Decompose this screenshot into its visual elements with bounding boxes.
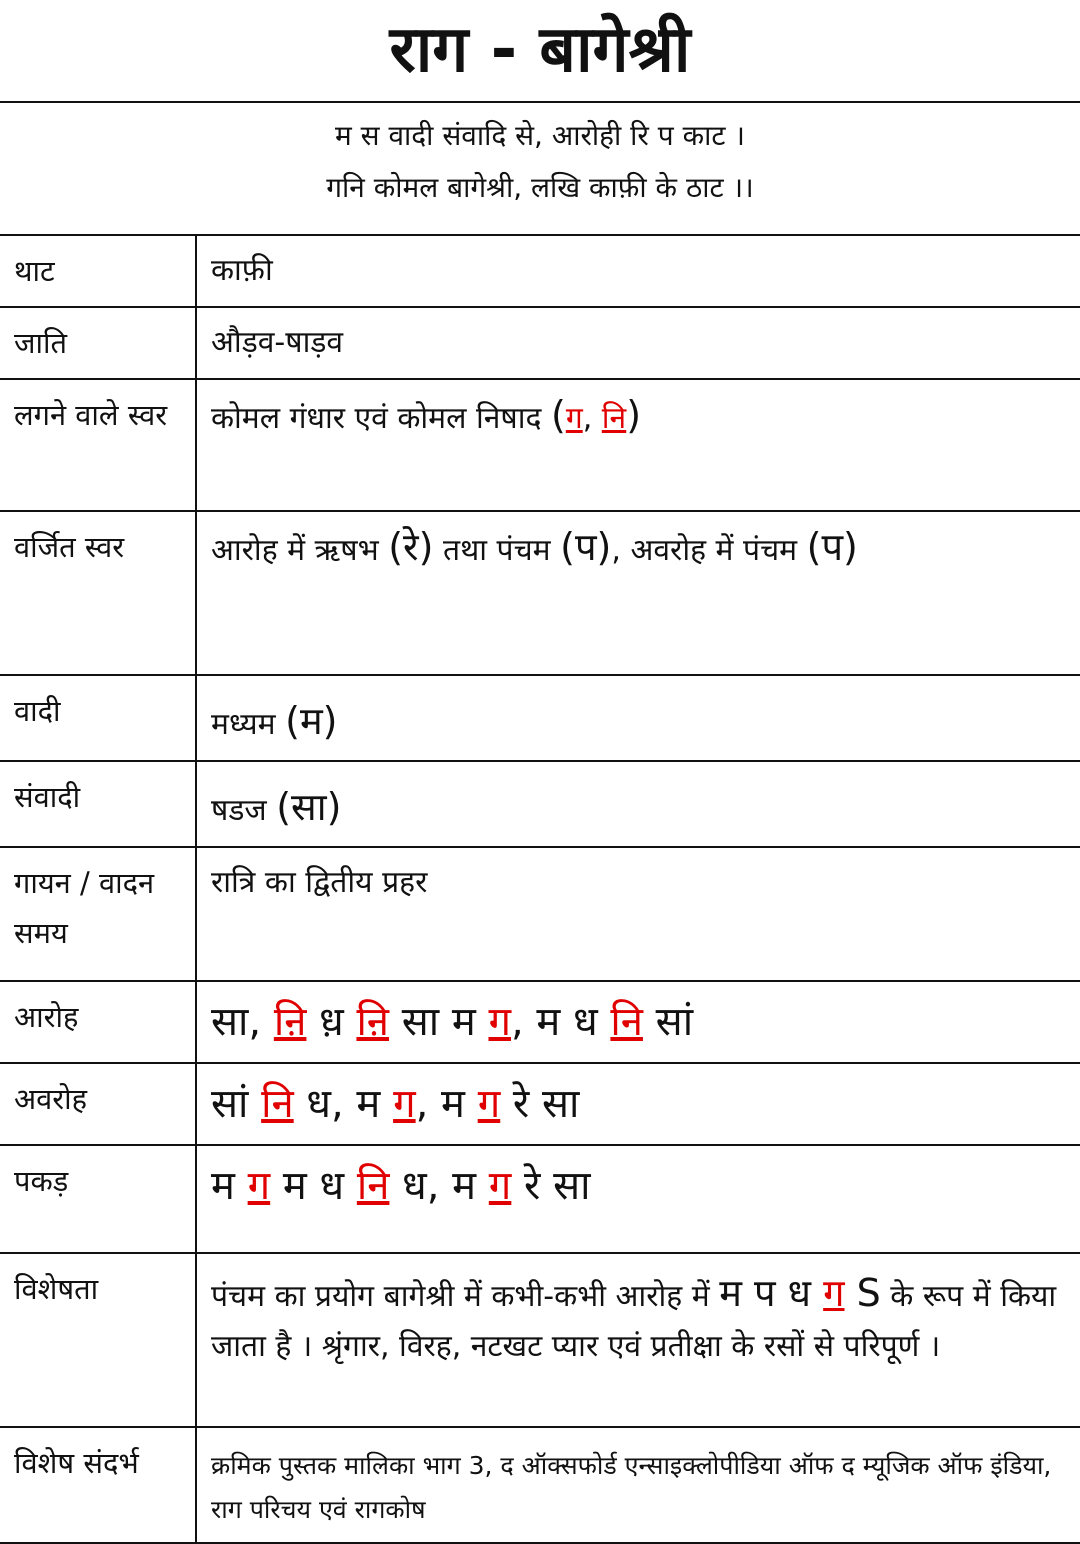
avroh-k1: नि (261, 1081, 294, 1127)
label-sandarbh: विशेष संदर्भ (0, 1427, 196, 1543)
label-avroh: अवरोह (0, 1063, 196, 1145)
varjit-pa-2: प (821, 525, 844, 569)
label-aaroh: आरोह (0, 981, 196, 1063)
doha-verse (0, 110, 1080, 214)
value-varjit: आरोह में ऋषभ (रे) तथा पंचम (प), अवरोह में पंचम (प) (196, 511, 1080, 675)
label-varjit: वर्जित स्वर (0, 511, 196, 675)
label-swar: लगने वाले स्वर (0, 379, 196, 511)
label-pakad: पकड़ (0, 1145, 196, 1253)
avroh-n4: रे सा (500, 1081, 580, 1127)
pakad-k1: ग (247, 1163, 271, 1209)
value-pakad (196, 1145, 1080, 1253)
doha-line-2: गनि कोमल बागेश्री, लखि काफ़ी के ठाट ।। (326, 171, 754, 204)
swar-text: कोमल गंधार एवं कोमल निषाद (211, 401, 542, 436)
pakad-k3: ग (488, 1163, 512, 1209)
label-jati: जाति (0, 307, 196, 379)
avroh-n1: सां (211, 1081, 262, 1127)
aaroh-k1: ऩि (273, 999, 307, 1045)
value-samvadi: षडज (सा) (196, 761, 1080, 847)
varjit-pa: प (574, 525, 597, 569)
doha-line-1: म स वादी संवादि से, आरोही रि प काट । (335, 119, 745, 152)
aaroh-k4: नि (610, 999, 643, 1045)
aaroh-n3: सा म (389, 999, 489, 1045)
title-divider (0, 101, 1080, 103)
aaroh-n5: सां (642, 999, 694, 1045)
row-sandarbh (0, 1427, 1080, 1543)
pakad-n2: म ध (270, 1163, 357, 1209)
visheshta-sw1: म प ध (719, 1271, 824, 1315)
row-varjit (0, 511, 1080, 675)
raga-info-table (0, 234, 1080, 1544)
row-thaat (0, 235, 1080, 307)
value-thaat: काफ़ी (196, 235, 1080, 307)
pakad-n4: रे सा (511, 1163, 591, 1209)
samvadi-text: षडज (211, 793, 267, 828)
samvadi-note: सा (291, 785, 327, 829)
row-pakad (0, 1145, 1080, 1253)
visheshta-t2: के रूप में किया जाता है । श्रृंगार, विरह, नटखट प्यार एवं प्रतीक्षा के रसों से परिपूर्ण । (211, 1279, 1057, 1364)
row-swar (0, 379, 1080, 511)
row-visheshta (0, 1253, 1080, 1427)
value-swar: कोमल गंधार एवं कोमल निषाद (ग, नि) (196, 379, 1080, 511)
varjit-text-3: , अवरोह में पंचम (611, 533, 798, 568)
aaroh-n1: सा, (211, 999, 274, 1045)
value-samay: रात्रि का द्वितीय प्रहर (196, 847, 1080, 981)
value-jati: औड़व-षाड़व (196, 307, 1080, 379)
varjit-text-1: आरोह में ऋषभ (211, 533, 379, 568)
aaroh-k3: ग (488, 999, 511, 1045)
visheshta-komal-ga: ग (823, 1271, 845, 1315)
row-samvadi (0, 761, 1080, 847)
label-vadi: वादी (0, 675, 196, 761)
page-title: राग - बागेश्री (389, 13, 691, 87)
visheshta-t1: पंचम का प्रयोग बागेश्री में कभी-कभी आरोह में (211, 1279, 720, 1314)
value-sandarbh: क्रमिक पुस्तक मालिका भाग 3, द ऑक्सफोर्ड एन्साइक्लोपीडिया ऑफ द म्यूजिक ऑफ इंडिया, राग परिचय एवं रागकोष (196, 1427, 1080, 1543)
value-vadi: मध्यम (म) (196, 675, 1080, 761)
value-visheshta (196, 1253, 1080, 1427)
komal-ga: ग (565, 401, 583, 436)
visheshta-sw2: S (844, 1271, 881, 1315)
value-aaroh (196, 981, 1080, 1063)
avroh-n3: , म (415, 1081, 478, 1127)
row-samay (0, 847, 1080, 981)
row-aaroh (0, 981, 1080, 1063)
row-vadi (0, 675, 1080, 761)
pakad-n3: ध, म (389, 1163, 489, 1209)
avroh-k3: ग (477, 1081, 501, 1127)
aaroh-n4: , म ध (511, 999, 611, 1045)
label-thaat: थाट (0, 235, 196, 307)
avroh-k2: ग (393, 1081, 416, 1127)
avroh-n2: ध, म (293, 1081, 394, 1127)
pakad-k2: नि (356, 1163, 390, 1209)
varjit-text-2: तथा पंचम (442, 533, 551, 568)
aaroh-n2: ध़ (306, 999, 357, 1045)
vadi-note: म (299, 699, 323, 743)
pakad-n1: म (211, 1163, 248, 1209)
vadi-text: मध्यम (211, 707, 276, 742)
aaroh-k2: ऩि (356, 999, 389, 1045)
label-visheshta: विशेषता (0, 1253, 196, 1427)
komal-ni: नि (601, 401, 627, 436)
row-jati (0, 307, 1080, 379)
label-samvadi: संवादी (0, 761, 196, 847)
varjit-re: रे (403, 525, 419, 569)
label-samay: गायन / वादन समय (0, 847, 196, 981)
row-avroh (0, 1063, 1080, 1145)
value-avroh (196, 1063, 1080, 1145)
